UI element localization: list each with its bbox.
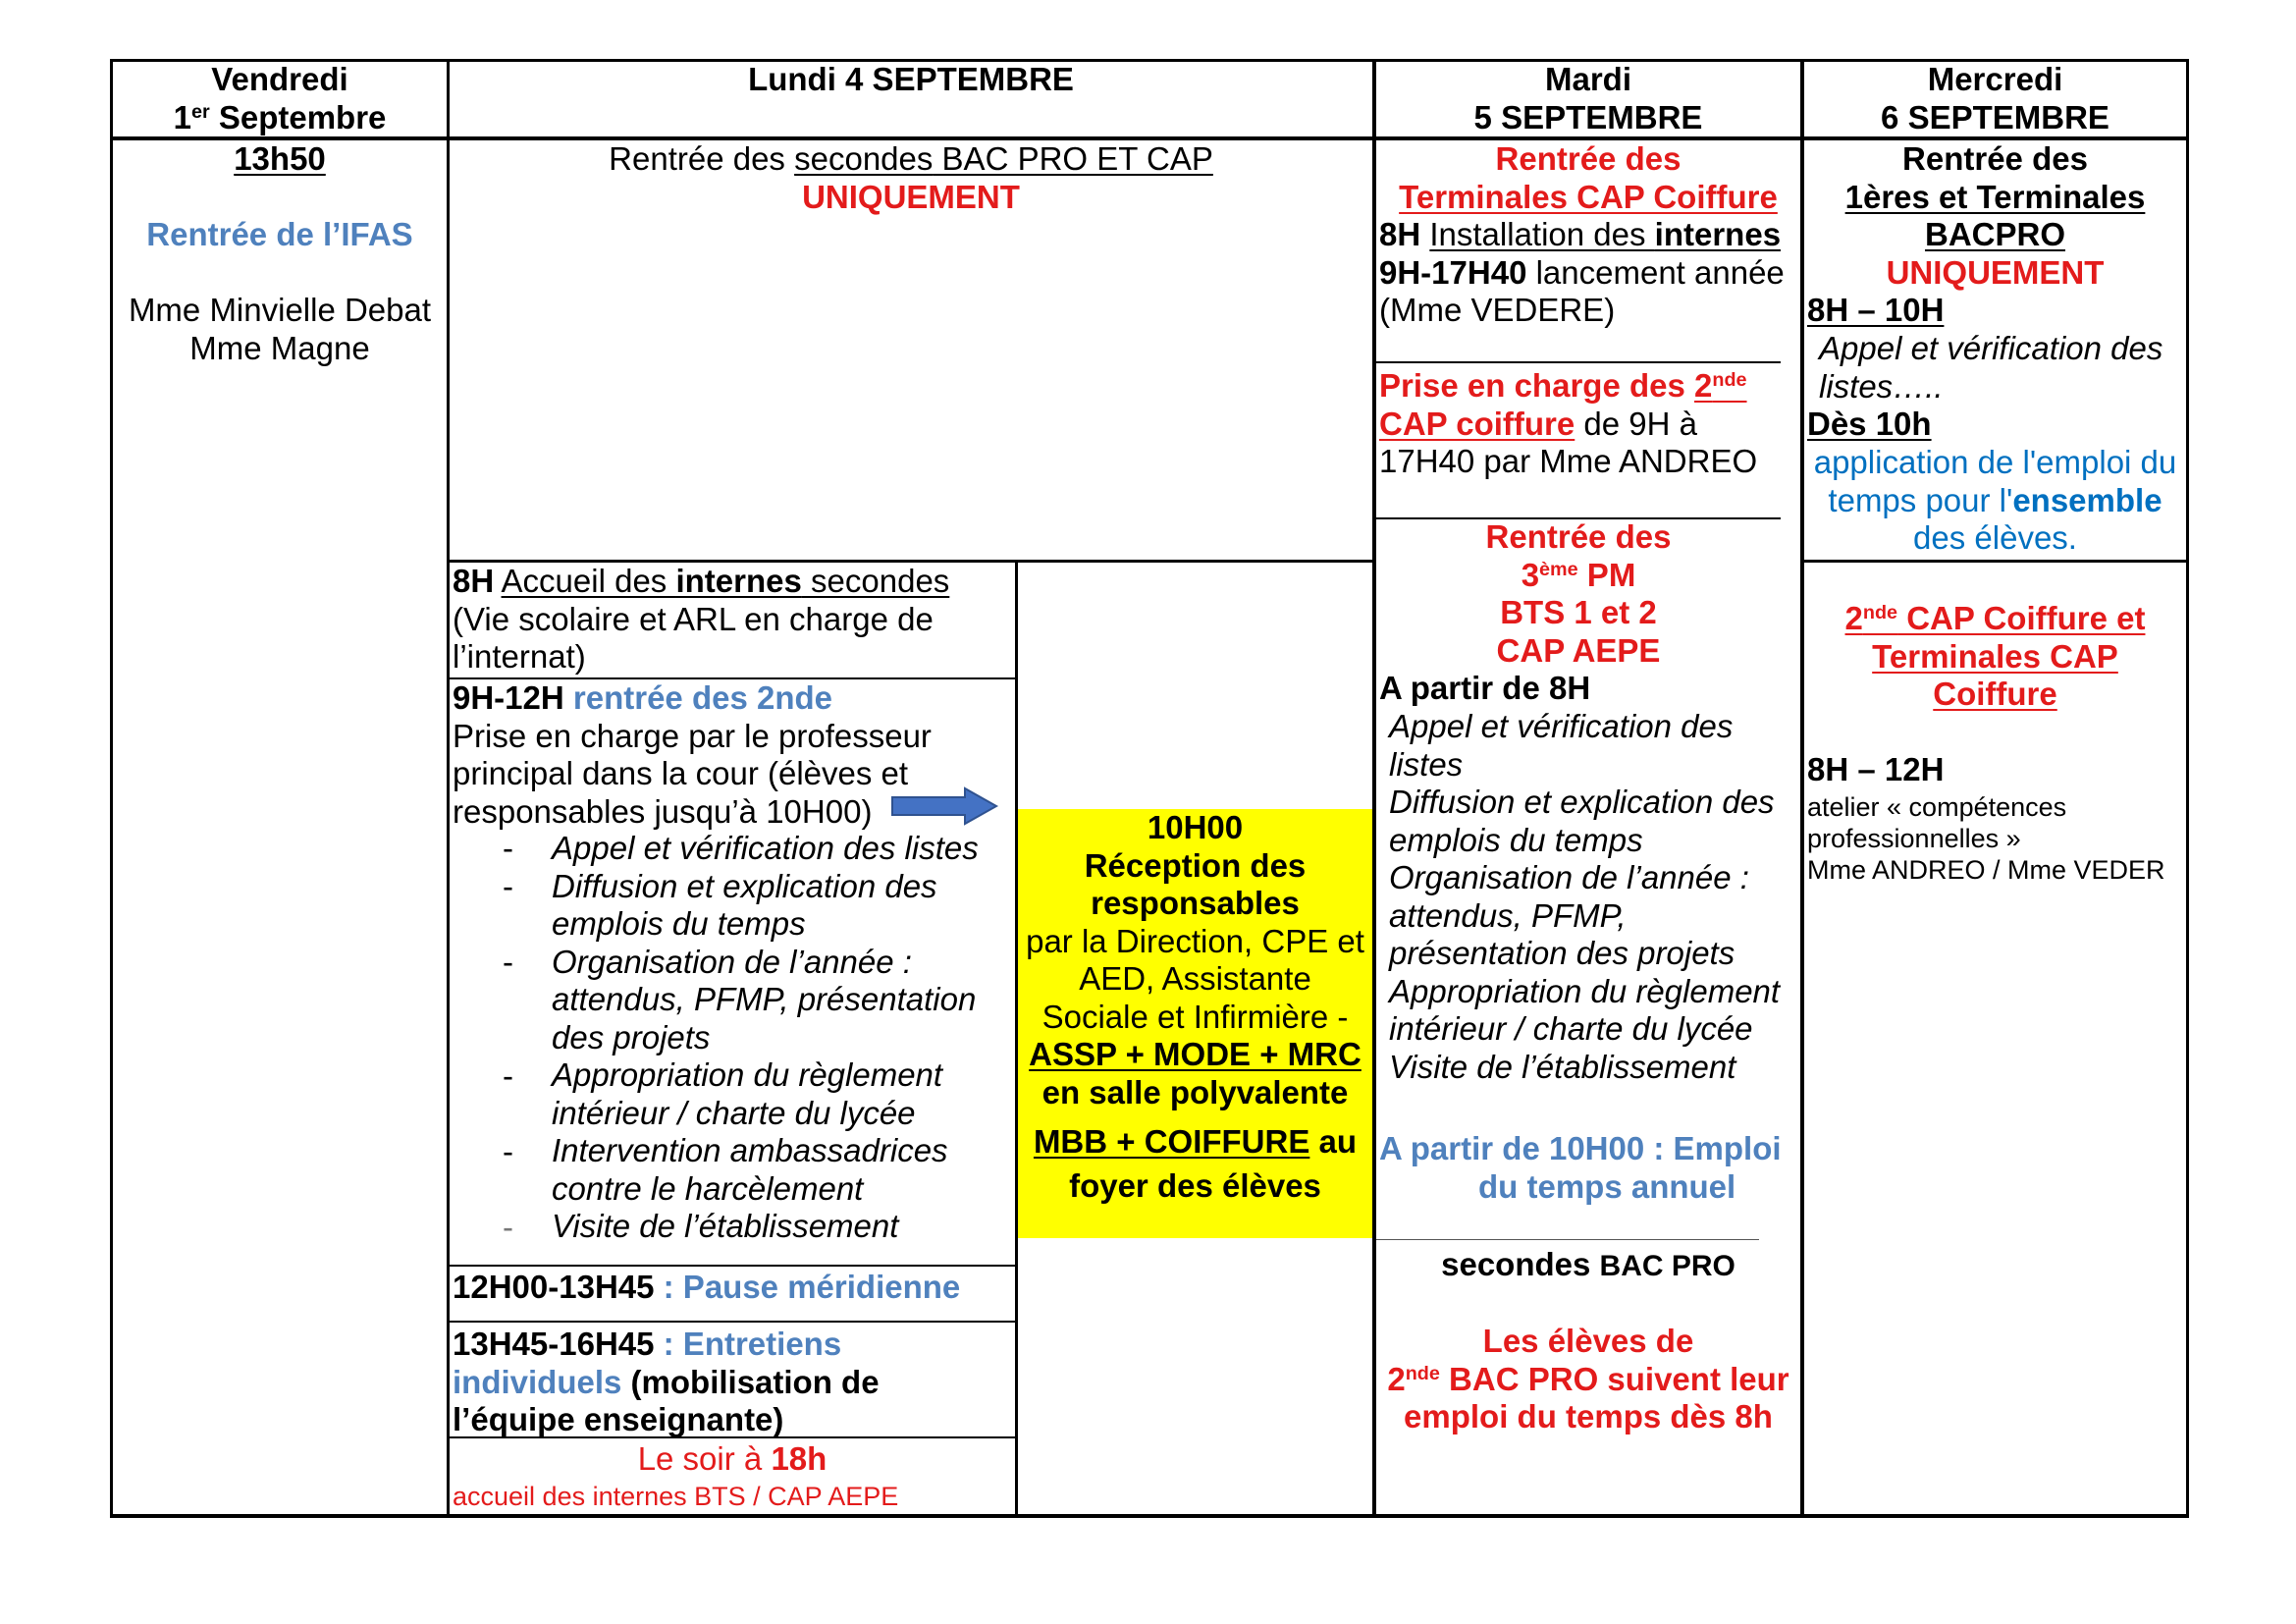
soir-pre: Le soir à bbox=[637, 1440, 772, 1477]
wed-e3: des élèves. bbox=[1913, 519, 2077, 556]
bullet-dash-4: - bbox=[503, 1057, 513, 1094]
tuesday-rentree-bts bbox=[1376, 518, 1781, 670]
bullet-5-l1: Intervention ambassadrices bbox=[552, 1132, 948, 1168]
bullet-4-l1: Appropriation du règlement bbox=[552, 1056, 943, 1093]
tue-prise-sup: nde bbox=[1712, 369, 1747, 392]
accueil-time: 8H bbox=[453, 563, 495, 599]
header-friday bbox=[112, 61, 448, 136]
monday-top-post: BAC PRO ET CAP bbox=[933, 140, 1213, 177]
bullet-2-l2: emplois du temps bbox=[552, 905, 806, 942]
monday-top-secondes: secondes bbox=[794, 140, 934, 177]
tue-inst-u2: internes bbox=[1654, 216, 1782, 252]
wed-appel bbox=[1819, 330, 2163, 406]
rentree-label: rentrée des 2nde bbox=[563, 679, 832, 716]
header-monday: Lundi 4 SEPTEMBRE bbox=[748, 61, 1074, 97]
tuesday-emploi-2: du temps annuel bbox=[1478, 1168, 1736, 1205]
rentree-time: 9H-12H bbox=[453, 679, 564, 716]
tue-r6: CAP AEPE bbox=[1496, 631, 1661, 669]
entretiens-individuels: individuels bbox=[453, 1363, 622, 1400]
accueil-line3: l’internat) bbox=[453, 638, 586, 675]
friday-time: 13h50 bbox=[234, 140, 326, 177]
friday-staff-2: Mme Magne bbox=[189, 329, 370, 366]
tuesday-apartir: A partir de 8H bbox=[1379, 670, 1591, 706]
reception-line10: foyer des élèves bbox=[1069, 1166, 1321, 1204]
header-tuesday bbox=[1376, 61, 1800, 136]
tue-i4: emplois du temps bbox=[1389, 821, 1643, 858]
tue-i9: intérieur / charte du lycée bbox=[1389, 1010, 1753, 1047]
prise-line1: Prise en charge par le professeur bbox=[453, 717, 932, 754]
wednesday-split bbox=[1802, 560, 2188, 563]
wed-c1-sup: nde bbox=[1862, 602, 1898, 624]
monday-bullet-list bbox=[552, 830, 979, 1246]
entretiens-post: (mobilisation de bbox=[621, 1363, 880, 1400]
reception-title-2: responsables bbox=[1091, 885, 1300, 921]
tuesday-installation bbox=[1379, 216, 1785, 330]
wed-r3: BACPRO bbox=[1924, 216, 2065, 252]
reception-time: 10H00 bbox=[1147, 809, 1244, 845]
tuesday-eleves bbox=[1376, 1323, 1800, 1436]
tue-i3: Diffusion et explication des bbox=[1389, 784, 1775, 820]
tue-eleves-2-pre: 2 bbox=[1387, 1360, 1406, 1397]
tue-prise-l1 bbox=[1379, 367, 1757, 406]
wed-c2: Terminales CAP bbox=[1872, 637, 2118, 675]
header-tuesday-day: Mardi bbox=[1544, 61, 1631, 97]
header-friday-month: Septembre bbox=[209, 98, 387, 135]
wed-time-2: Dès 10h bbox=[1807, 406, 1932, 442]
monday-rentree bbox=[453, 679, 932, 831]
tuesday-separator-3 bbox=[1376, 1239, 1759, 1240]
tue-lanc-l2: (Mme VEDERE) bbox=[1379, 292, 1616, 328]
entretiens-line1 bbox=[453, 1326, 880, 1364]
wed-r2: 1ères et Terminales bbox=[1844, 178, 2146, 215]
tue-sec-b: secondes bbox=[1441, 1246, 1600, 1282]
wed-e2 bbox=[1804, 482, 2186, 520]
monday-top-cell bbox=[450, 140, 1372, 216]
reception-title-1: Réception des bbox=[1084, 846, 1307, 884]
tue-r3: Rentrée des bbox=[1485, 518, 1672, 555]
tue-prise-l3: 17H40 par Mme ANDREO bbox=[1379, 443, 1758, 479]
tue-prise-2: 2 bbox=[1694, 367, 1713, 404]
entretiens-time: 13H45-16H45 bbox=[453, 1326, 655, 1362]
prise-line3: responsables jusqu’à 10H00) bbox=[453, 792, 873, 830]
wed-emploi bbox=[1804, 444, 2186, 558]
wednesday-cap bbox=[1804, 600, 2186, 714]
monday-soir bbox=[450, 1440, 1015, 1479]
tue-sec-rest: BAC PRO bbox=[1599, 1250, 1735, 1282]
table-border-bottom bbox=[110, 1514, 2189, 1518]
table-border-right bbox=[2186, 59, 2189, 1518]
monday-row-3 bbox=[448, 1321, 1017, 1323]
friday-staff-1: Mme Minvielle Debat bbox=[128, 292, 432, 328]
bullet-2-l1: Diffusion et explication des bbox=[552, 867, 937, 904]
tue-eleves-2-sup: nde bbox=[1405, 1362, 1440, 1384]
wed-time-3: 8H – 12H bbox=[1807, 751, 1945, 787]
bullet-1: Appel et vérification des listes bbox=[552, 830, 979, 866]
accueil-u1: Accueil des bbox=[501, 563, 676, 599]
rentree-line1 bbox=[453, 679, 932, 718]
tue-lanc-time: 9H-17H40 bbox=[1379, 253, 1527, 291]
wed-time-1: 8H – 10H bbox=[1807, 292, 1945, 328]
tue-r4-sup: ème bbox=[1539, 558, 1578, 580]
wed-c1 bbox=[1804, 600, 2186, 638]
header-wednesday-date: 6 SEPTEMBRE bbox=[1881, 98, 2109, 135]
wed-c3: Coiffure bbox=[1933, 676, 2057, 712]
tue-i10: Visite de l’établissement bbox=[1389, 1048, 1736, 1085]
tue-i8: Appropriation du règlement bbox=[1389, 972, 1781, 1009]
soir-line1 bbox=[450, 1440, 1015, 1479]
tue-lanc-label: lancement année bbox=[1526, 253, 1785, 291]
tue-r4-post: PM bbox=[1577, 556, 1636, 593]
reception-line8: en salle polyvalente bbox=[1041, 1073, 1349, 1110]
wed-a2: listes….. bbox=[1819, 367, 1944, 405]
tue-eleves-3: emploi du temps dès 8h bbox=[1404, 1398, 1773, 1435]
tue-i5: Organisation de l’année : bbox=[1389, 859, 1749, 895]
bullet-dash-5: - bbox=[503, 1133, 513, 1169]
bullet-dash-6: - bbox=[503, 1209, 513, 1245]
friday-cell bbox=[112, 140, 448, 367]
wed-at3: Mme ANDREO / Mme VEDER bbox=[1807, 855, 2165, 885]
entretiens-line3: l’équipe enseignante) bbox=[453, 1401, 784, 1437]
header-tuesday-date: 5 SEPTEMBRE bbox=[1473, 98, 1703, 135]
tue-prise-cap: CAP coiffure bbox=[1379, 405, 1575, 442]
monday-pause bbox=[453, 1269, 960, 1307]
entretiens-label: : Entretiens bbox=[654, 1326, 842, 1362]
header-friday-day: Vendredi bbox=[211, 61, 348, 97]
entretiens-line2 bbox=[453, 1364, 880, 1402]
tue-inst-time: 8H bbox=[1379, 216, 1421, 252]
tue-i6: attendus, PFMP, bbox=[1389, 896, 1627, 934]
tue-prise-pre: Prise en charge des bbox=[1379, 367, 1694, 404]
tuesday-secondes bbox=[1376, 1246, 1800, 1286]
tue-inst-u1: Installation des bbox=[1429, 216, 1655, 252]
wednesday-rentree bbox=[1804, 140, 2186, 292]
soir-line2: accueil des internes BTS / CAP AEPE bbox=[453, 1482, 899, 1511]
bullet-6: Visite de l’établissement bbox=[552, 1208, 899, 1244]
wed-e2-b: ensemble bbox=[2012, 481, 2163, 518]
reception-block bbox=[1018, 809, 1372, 1205]
tue-i7: présentation des projets bbox=[1389, 935, 1735, 971]
bullet-3-l2: attendus, PFMP, présentation bbox=[552, 981, 977, 1017]
header-wednesday bbox=[1804, 61, 2186, 136]
header-friday-date bbox=[112, 99, 448, 137]
accueil-line2: (Vie scolaire et ARL en charge de bbox=[453, 600, 934, 637]
reception-line9 bbox=[1018, 1123, 1372, 1162]
bullet-dash-3: - bbox=[503, 944, 513, 980]
wed-e1: application de l'emploi du bbox=[1813, 444, 2177, 480]
reception-line6: Sociale et Infirmière - bbox=[1041, 998, 1349, 1035]
monday-top-line1 bbox=[450, 140, 1372, 179]
soir-time: 18h bbox=[771, 1440, 828, 1477]
tuesday-emploi-1: A partir de 10H00 : Emploi bbox=[1379, 1130, 1782, 1166]
col-divider-2 bbox=[1372, 59, 1376, 1518]
right-arrow-icon bbox=[890, 785, 1000, 827]
header-friday-num: 1 bbox=[173, 98, 191, 135]
tue-i1: Appel et vérification des bbox=[1389, 708, 1734, 744]
wed-at2: professionnelles » bbox=[1807, 824, 2021, 853]
tuesday-rentree-terminales bbox=[1376, 140, 1800, 216]
tue-prise-l2 bbox=[1379, 406, 1757, 444]
reception-line4: par la Direction, CPE et bbox=[1026, 922, 1364, 959]
tuesday-prise bbox=[1379, 367, 1757, 481]
tue-r2: Terminales CAP Coiffure bbox=[1399, 178, 1778, 215]
tue-r4 bbox=[1376, 557, 1781, 595]
pause-label: : Pause méridienne bbox=[654, 1269, 961, 1305]
header-friday-sup: er bbox=[190, 100, 210, 123]
tue-i2: listes bbox=[1389, 745, 1464, 783]
wed-e2-pre: temps pour l' bbox=[1828, 481, 2013, 518]
monday-entretiens bbox=[453, 1326, 880, 1439]
reception-line5: AED, Assistante bbox=[1079, 960, 1311, 997]
friday-title: Rentrée de l’IFAS bbox=[146, 216, 413, 252]
wed-c1-pre: 2 bbox=[1844, 600, 1863, 636]
wed-r4: UNIQUEMENT bbox=[1886, 253, 2105, 291]
bullet-4-l2: intérieur / charte du lycée bbox=[552, 1094, 916, 1131]
tue-eleves-1: Les élèves de bbox=[1482, 1323, 1694, 1359]
tue-r1: Rentrée des bbox=[1495, 140, 1682, 177]
tuesday-italic-list bbox=[1389, 708, 1780, 1086]
header-wednesday-day: Mercredi bbox=[1927, 61, 2063, 97]
tue-r5: BTS 1 et 2 bbox=[1500, 594, 1657, 630]
monday-top-line2: UNIQUEMENT bbox=[802, 178, 1020, 215]
tue-prise-2nde bbox=[1694, 367, 1747, 404]
reception-mbb: MBB + COIFFURE bbox=[1033, 1123, 1310, 1160]
bullet-dash-1: - bbox=[503, 830, 513, 866]
wed-a1: Appel et vérification des bbox=[1819, 330, 2163, 366]
tue-lanc bbox=[1379, 254, 1785, 293]
reception-line7: ASSP + MODE + MRC bbox=[1029, 1036, 1362, 1072]
accueil-line1 bbox=[453, 563, 949, 601]
bullet-3-l3: des projets bbox=[552, 1018, 711, 1056]
bullet-dash-2: - bbox=[503, 868, 513, 904]
pause-time: 12H00-13H45 bbox=[453, 1269, 655, 1305]
monday-top-pre: Rentrée des bbox=[609, 140, 795, 177]
tue-r4-pre: 3 bbox=[1521, 556, 1540, 593]
accueil-u2: internes bbox=[675, 563, 802, 599]
monday-accueil bbox=[453, 563, 949, 677]
prise-line2: principal dans la cour (élèves et bbox=[453, 755, 909, 791]
bullet-3-l1: Organisation de l’année : bbox=[552, 943, 912, 980]
wed-at1: atelier « compétences bbox=[1807, 792, 2067, 822]
tue-eleves-2 bbox=[1376, 1361, 1800, 1399]
tue-eleves-2-post: BAC PRO suivent leur bbox=[1439, 1360, 1789, 1397]
monday-row-2 bbox=[448, 1265, 1017, 1267]
reception-au: au bbox=[1309, 1123, 1358, 1160]
wed-atelier bbox=[1807, 791, 2165, 886]
tuesday-separator-1 bbox=[1376, 361, 1781, 363]
wed-r1: Rentrée des bbox=[1902, 140, 2088, 177]
accueil-u3: secondes bbox=[801, 563, 950, 599]
bullet-5-l2: contre le harcèlement bbox=[552, 1169, 864, 1207]
tue-prise-post: de 9H à bbox=[1575, 405, 1698, 442]
wed-c1-post: CAP Coiffure et bbox=[1897, 600, 2146, 636]
tue-inst bbox=[1379, 216, 1785, 254]
